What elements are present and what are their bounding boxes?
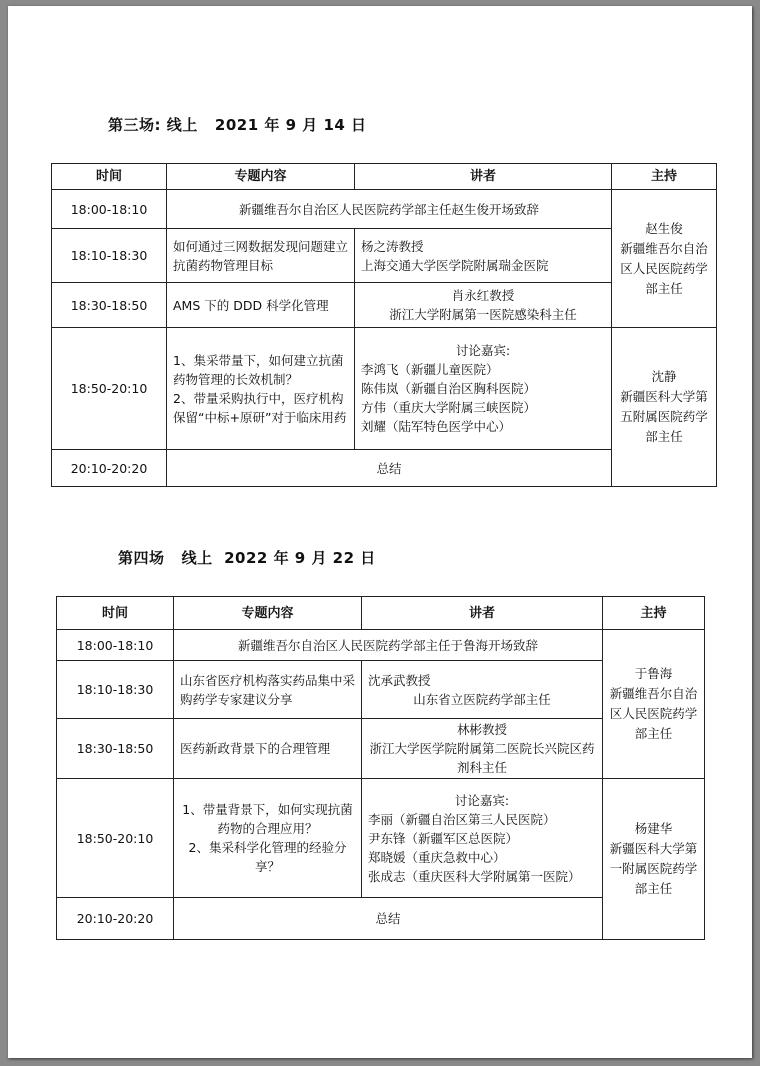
- time-cell: 20:10-20:20: [52, 450, 167, 487]
- speaker-name: 杨之涛教授: [361, 238, 424, 254]
- header-speaker: 讲者: [355, 164, 612, 190]
- discussion-guests: 李丽（新疆自治区第三人民医院） 尹东锋（新疆军区总医院） 郑晓媛（重庆急救中心） 张成志（重庆医科大学附属第一医院）: [368, 811, 581, 884]
- topic-cell: 1、带量背景下，如何实现抗菌药物的合理应用？ 2、集采科学化管理的经验分享？: [174, 779, 362, 898]
- speaker-name: 沈承武教授: [368, 672, 431, 688]
- speaker-cell: [355, 283, 612, 328]
- speaker-cell: [355, 328, 612, 450]
- summary-cell: 总结: [174, 898, 603, 940]
- host-cell: 沈静 新疆医科大学第五附属医院药学部主任: [612, 328, 717, 487]
- time-cell: 20:10-20:20: [57, 898, 174, 940]
- speaker-org: 浙江大学医学院附属第二医院长兴院区药剂科主任: [369, 741, 595, 775]
- host-cell: 于鲁海 新疆维吾尔自治区人民医院药学部主任: [603, 630, 705, 779]
- table-row: [57, 779, 705, 898]
- header-host: 主持: [612, 164, 717, 190]
- discussion-guests-label: 讨论嘉宾:: [454, 792, 510, 808]
- speaker-org: 山东省立医院药学部主任: [413, 691, 551, 707]
- time-cell: 18:10-18:30: [52, 229, 167, 283]
- header-speaker: 讲者: [362, 597, 603, 630]
- topic-cell: 如何通过三网数据发现问题建立抗菌药物管理目标: [167, 229, 355, 283]
- topic-cell: 1、集采带量下，如何建立抗菌药物管理的长效机制？ 2、带量采购执行中，医疗机构保留“中标+原研”对于临床用药: [167, 328, 355, 450]
- speaker-cell: [355, 229, 612, 283]
- time-cell: 18:50-20:10: [52, 328, 167, 450]
- topic-cell: 医药新政背景下的合理管理: [174, 719, 362, 779]
- topic-cell: 山东省医疗机构落实药品集中采购药学专家建议分享: [174, 661, 362, 719]
- speaker-org: 浙江大学附属第一医院感染科主任: [389, 307, 577, 322]
- discussion-guests: 李鸿飞（新疆儿童医院） 陈伟岚（新疆自治区胸科医院） 方伟（重庆大学附属三峡医院） 刘耀（陆军特色医学中心）: [361, 362, 537, 434]
- time-cell: 18:30-18:50: [57, 719, 174, 779]
- time-cell: 18:30-18:50: [52, 283, 167, 328]
- opening-cell: 新疆维吾尔自治区人民医院药学部主任赵生俊开场致辞: [167, 190, 612, 229]
- header-topic: 专题内容: [167, 164, 355, 190]
- time-cell: 18:50-20:10: [57, 779, 174, 898]
- opening-cell: 新疆维吾尔自治区人民医院药学部主任于鲁海开场致辞: [174, 630, 603, 661]
- speaker-name: 肖永红教授: [451, 288, 515, 303]
- session4-title: 第四场 线上 2022 年 9 月 22 日: [118, 549, 376, 567]
- table-row: [57, 630, 705, 661]
- header-time: 时间: [57, 597, 174, 630]
- table-header-row: [52, 164, 717, 190]
- header-host: 主持: [603, 597, 705, 630]
- table-header-row: [57, 597, 705, 630]
- document-page: [8, 6, 752, 1058]
- speaker-name: 林彬教授: [456, 722, 507, 737]
- host-cell: 杨建华 新疆医科大学第一附属医院药学部主任: [603, 779, 705, 940]
- discussion-guests-label: 讨论嘉宾:: [455, 343, 511, 358]
- session4-table: [56, 596, 705, 940]
- session3-table: [51, 163, 717, 487]
- table-row: [52, 328, 717, 450]
- header-time: 时间: [52, 164, 167, 190]
- topic-cell: AMS 下的 DDD 科学化管理: [167, 283, 355, 328]
- host-cell: 赵生俊 新疆维吾尔自治区人民医院药学部主任: [612, 190, 717, 328]
- header-topic: 专题内容: [174, 597, 362, 630]
- time-cell: 18:00-18:10: [52, 190, 167, 229]
- summary-cell: 总结: [167, 450, 612, 487]
- session3-title: 第三场: 线上 2021 年 9 月 14 日: [108, 116, 367, 134]
- speaker-cell: [362, 661, 603, 719]
- time-cell: 18:00-18:10: [57, 630, 174, 661]
- speaker-cell: [362, 719, 603, 779]
- time-cell: 18:10-18:30: [57, 661, 174, 719]
- table-row: [52, 190, 717, 229]
- speaker-org: 上海交通大学医学院附属瑞金医院: [361, 257, 549, 273]
- speaker-cell: [362, 779, 603, 898]
